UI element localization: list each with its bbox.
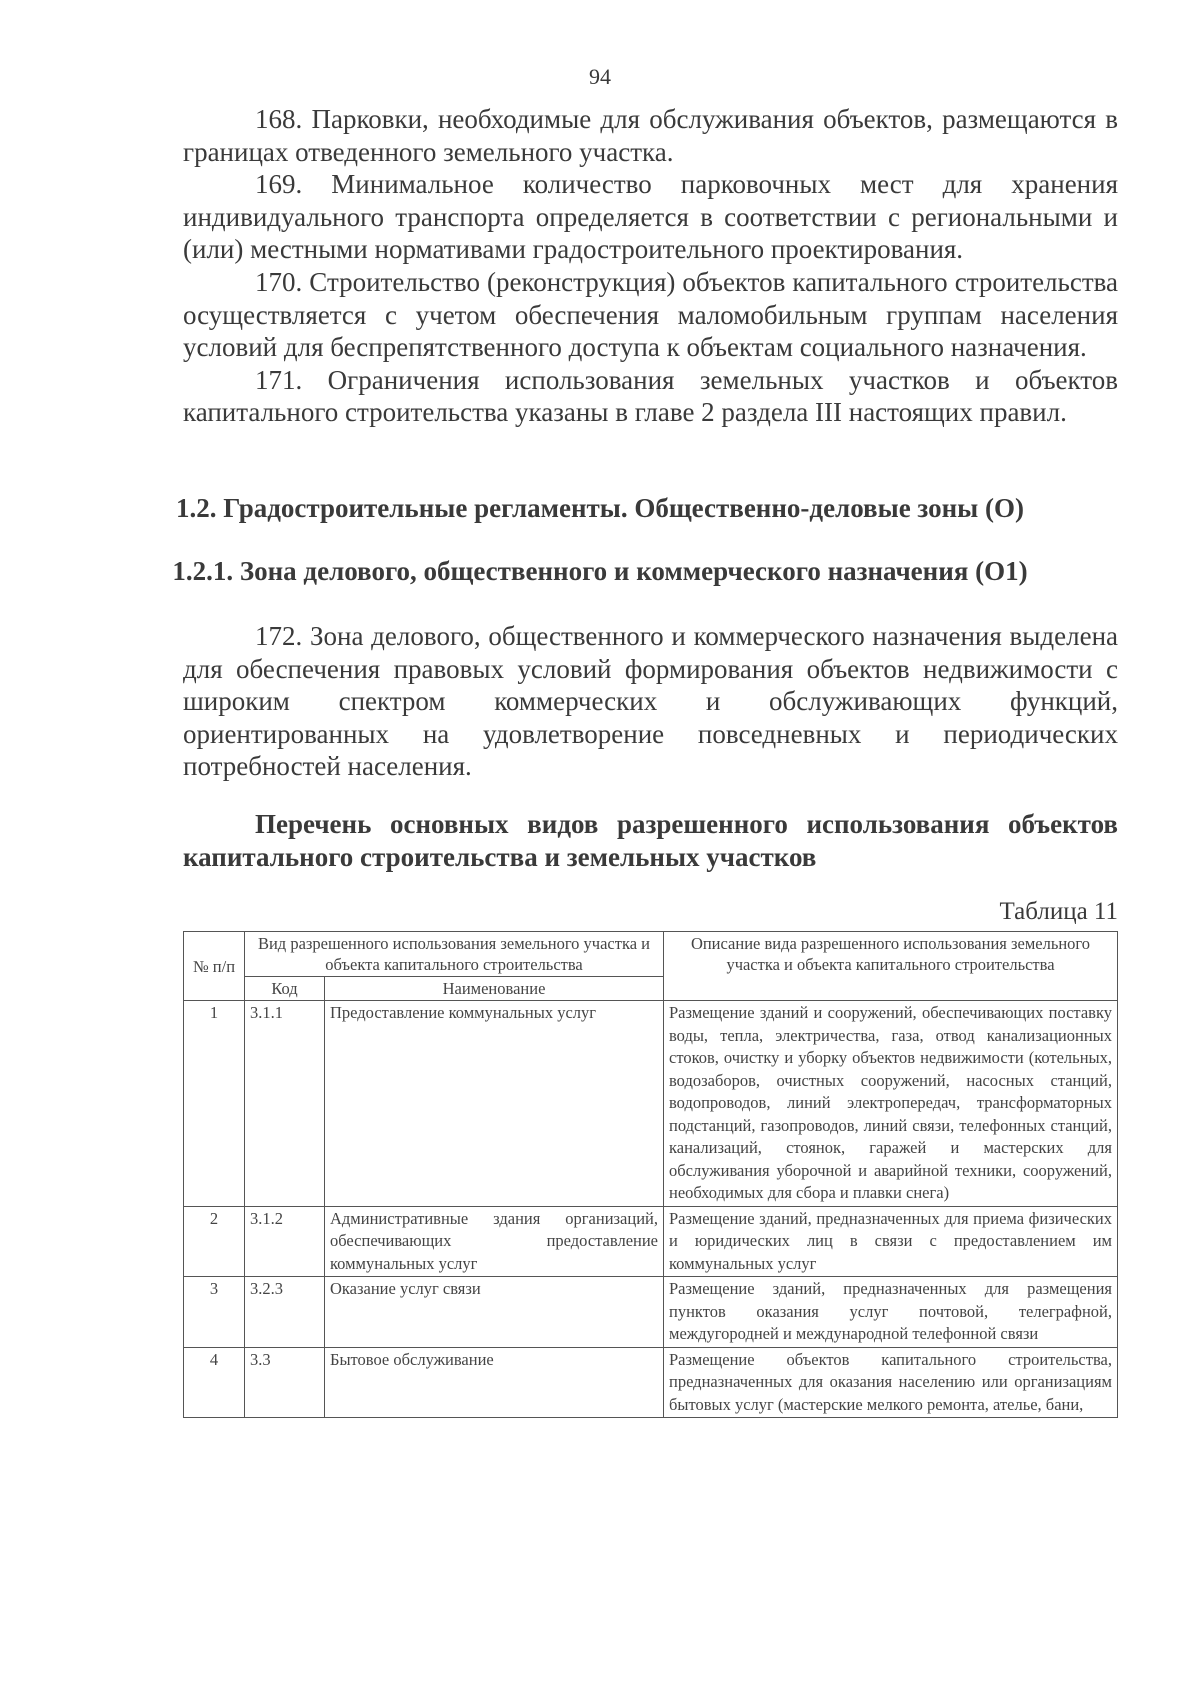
row-code: 3.1.1 (245, 1001, 325, 1207)
row-code: 3.2.3 (245, 1277, 325, 1348)
row-code: 3.1.2 (245, 1206, 325, 1277)
row-description: Размещение зданий и сооружений, обеспечивающих поставку воды, тепла, электричества, газа, отвод канализационных стоков, очистку и уборку объектов недвижимости (котельных, водозаборов, очистных сооружений, насосных станций, водопроводов, линий электропередач, трансформаторных подстанций, газопроводов, линий связи, телефонных станций, канализаций, стоянок, гаражей и мастерских для обслуживания уборочной и аварийной техники, сооружений, необходимых для сбора и плавки снега) (664, 1001, 1118, 1207)
paragraph-171: 171. Ограничения использования земельных участков и объектов капитального строительства указаны в главе 2 раздела III настоящих правил. (183, 364, 1118, 428)
row-num: 3 (184, 1277, 245, 1348)
table-caption: Таблица 11 (999, 898, 1118, 925)
paragraph-169: 169. Минимальное количество парковочных мест для хранения индивидуального транспорта определяется в соответствии с региональными и (или) местными нормативами градостроительного проектирования. (183, 169, 1118, 265)
header-num: № п/п (184, 932, 245, 1001)
row-name: Оказание услуг связи (325, 1277, 664, 1348)
body-text (183, 103, 1118, 429)
header-description: Описание вида разрешенного использования земельного участка и объекта капитального строительства (664, 932, 1118, 1001)
row-name: Бытовое обслуживание (325, 1347, 664, 1418)
subsection-heading: 1.2.1. Зона делового, общественного и коммерческого назначения (О1) (172, 556, 1028, 586)
header-group: Вид разрешенного использования земельного участка и объекта капитального строительства (245, 932, 664, 977)
table-row (184, 1206, 1118, 1277)
section-heading: 1.2. Градостроительные регламенты. Общественно-деловые зоны (О) (175, 493, 1024, 523)
row-num: 2 (184, 1206, 245, 1277)
row-description: Размещение объектов капитального строительства, предназначенных для оказания населению или организациям бытовых услуг (мастерские мелкого ремонта, ателье, бани, (664, 1347, 1118, 1418)
paragraph-170: 170. Строительство (реконструкция) объектов капитального строительства осуществляется с учетом обеспечения маломобильным группам населения условий для беспрепятственного доступа к объектам социального назначения. (183, 266, 1118, 363)
table-row (184, 1001, 1118, 1207)
row-num: 1 (184, 1001, 245, 1207)
permitted-use-table (183, 931, 1118, 1418)
row-code: 3.3 (245, 1347, 325, 1418)
row-num: 4 (184, 1347, 245, 1418)
row-description: Размещение зданий, предназначенных для приема физических и юридических лиц в связи с предоставлением им коммунальных услуг (664, 1206, 1118, 1277)
paragraph-172: 172. Зона делового, общественного и коммерческого назначения выделена для обеспечения правовых условий формирования объектов недвижимости с широким спектром коммерческих и обслуживающих функций, ориентированных на удовлетворение повседневных и периодических потребностей населения. (183, 621, 1118, 782)
header-name: Наименование (325, 977, 664, 1001)
row-description: Размещение зданий, предназначенных для размещения пунктов оказания услуг почтовой, телеграфной, междугородней и международной телефонной связи (664, 1277, 1118, 1348)
row-name: Предоставление коммунальных услуг (325, 1001, 664, 1207)
table-row (184, 1277, 1118, 1348)
header-code: Код (245, 977, 325, 1001)
paragraph-168: 168. Парковки, необходимые для обслуживания объектов, размещаются в границах отведенного земельного участка. (183, 104, 1118, 167)
row-name: Административные здания организаций, обеспечивающих предоставление коммунальных услуг (325, 1206, 664, 1277)
table-row (184, 1347, 1118, 1418)
list-title: Перечень основных видов разрешенного использования объектов капитального строительства и земельных участков (183, 809, 1118, 872)
page-number: 94 (589, 64, 611, 89)
